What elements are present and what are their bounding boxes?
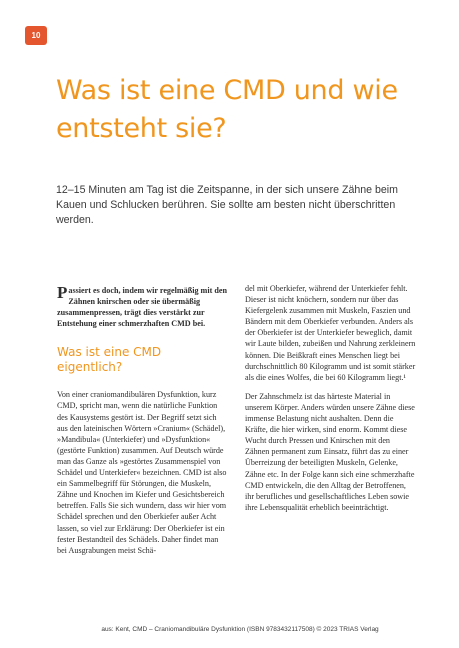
page-title: Was ist eine CMD und wie entsteht sie? — [56, 75, 398, 144]
page-number-badge — [25, 26, 47, 45]
right-column — [245, 283, 416, 513]
page-number: 10 — [31, 31, 41, 40]
body-paragraph-2: Der Zahnschmelz ist das härteste Material in unserem Körper. Anders würden unsere Zähne diese immense Belastung nicht aushalten. Denn die Kräfte, die hier wirken, sind enorm. Kommt diese Wucht durch Pressen und Knirschen mit den Zähnen permanent zum Einsatz, führt das zu einer Überreizung der beteiligten Muskeln, Gelenke, Zähne etc. In der Folge kann sich eine schmerzhafte CMD entwickeln, die den Alltag der Betroffenen, ihr berufliches und gesellschaftliches Leben sowie ihre Lebensqualität erheblich beeinträchtigt. — [245, 391, 415, 512]
left-column — [57, 285, 227, 556]
body-paragraph-1: del mit Oberkiefer, während der Unterkiefer fehlt. Dieser ist nicht knöchern, sondern nur über das Kiefergelenk zusammen mit Muskeln, Faszien und Bändern mit dem Oberkiefer verbunden. Anders als der Oberkiefer ist der Unterkiefer beweglich, damit wir Laute bilden, zubeißen und Nahrung zerkleinern können. Die Beißkraft eines Menschen liegt bei durchschnittlich 80 Kilogramm und ist somit stärker als die eines Wolfes, die bei 60 Kilogramm liegt.¹ — [245, 284, 416, 382]
copyright-footer: aus: Kent, CMD – Craniomandibuläre Dysfunktion (ISBN 9783432117508) © 2023 TRIAS Verlag — [101, 626, 379, 633]
body-paragraph: Von einer craniomandibulären Dysfunktion, kurz CMD, spricht man, wenn die natürliche Funktion des Kausystems gestört ist. Der Begriff setzt sich aus den lateinischen Wörtern »Cranium« (Schädel), »Mandibula« (Unterkiefer) und »Dysfunktion« (gestörte Funktion) zusammen. Auf Deutsch würde man das Ganze als »gestörtes Zusammenspiel von Schädel und Unterkiefer« bezeichnen. CMD ist also ein Sammelbegriff für Störungen, die Muskeln, Zähne und Knochen im Kiefer und Gesichtsbereich betreffen. Falls Sie sich wundern, dass wir hier vom Schädel sprechen und den Oberkiefer außer Acht lassen, so viel zur Erklärung: Der Oberkiefer ist ein fester Bestandteil des Schädels. Daher findet man bei Ausgrabungen meist Schä- — [57, 390, 227, 555]
lead-paragraph: 12–15 Minuten am Tag ist die Zeitspanne, in der sich unsere Zähne beim Kauen und Schlucken berühren. Sie sollte am besten nicht überschritten werden. — [56, 184, 398, 226]
intro-text: assiert es doch, indem wir regelmäßig mit den Zähnen knirschen oder sie übermäßig zusammenpressen, trägt dies verstärkt zur Entstehung einer schmerzhaften CMD bei. — [57, 286, 227, 329]
dropcap: P — [57, 283, 68, 302]
intro-paragraph — [57, 285, 227, 329]
section-heading: Was ist eine CMD eigentlich? — [57, 345, 162, 375]
